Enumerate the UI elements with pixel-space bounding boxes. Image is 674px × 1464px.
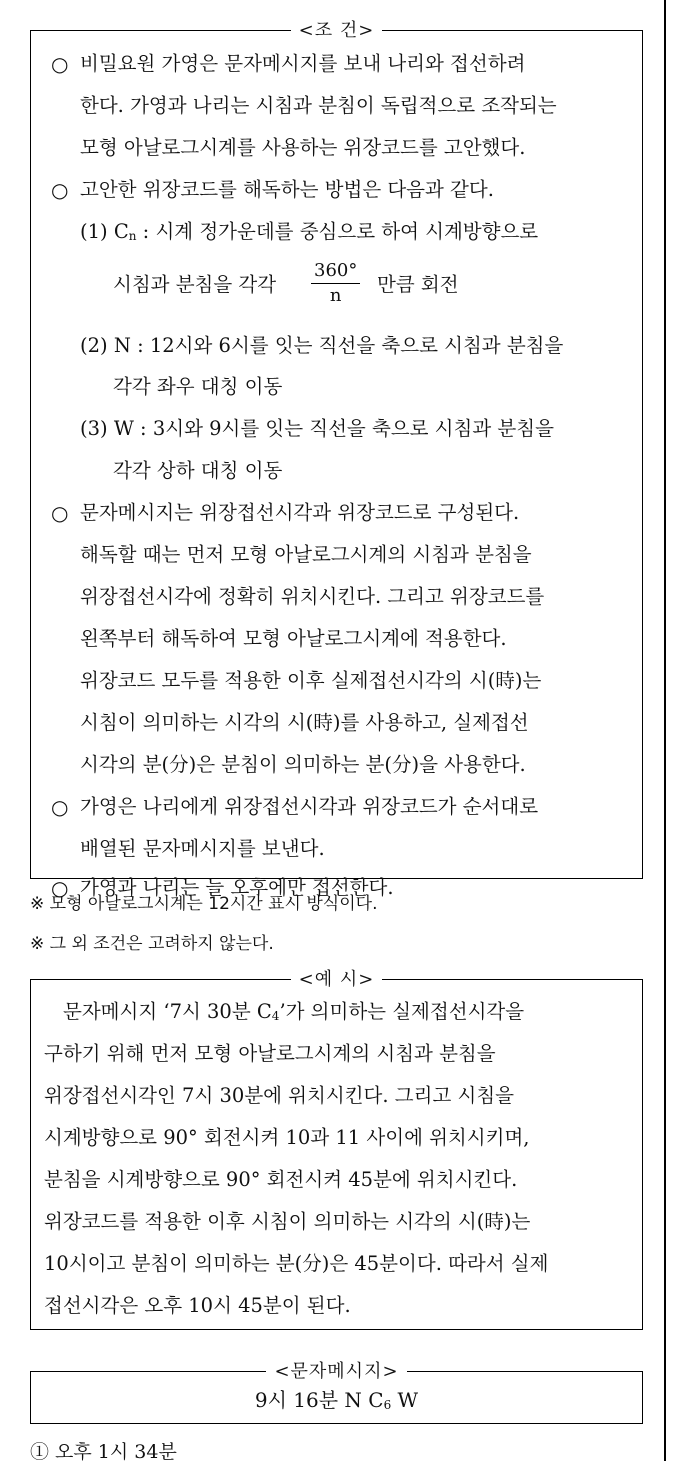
message-title: <문자메시지> <box>266 1360 406 1384</box>
message-box <box>30 1361 643 1424</box>
code-w-line: (3) W : 3시와 9시를 잇는 직선을 축으로 시침과 분침을 <box>80 417 554 440</box>
conditions-box <box>30 20 643 900</box>
code-n-line-2: 각각 좌우 대칭 이동 <box>113 375 283 398</box>
condition-line: 시침이 의미하는 시각의 시(時)를 사용하고, 실제접선 <box>80 711 529 734</box>
fraction-denominator: n <box>329 285 342 307</box>
example-line: 10시이고 분침이 의미하는 분(分)은 45분이다. 따라서 실제 <box>44 1252 549 1275</box>
example-title: <예 시> <box>291 968 383 992</box>
condition-line: 한다. 가영과 나리는 시침과 분침이 독립적으로 조작되는 <box>80 94 557 117</box>
code-cn-line-2: 시침과 분침을 각각 <box>113 273 277 296</box>
code-cn-line: (1) $C_n$ : 시계 정가운데를 중심으로 하여 시계방향으로 <box>80 220 539 243</box>
condition-line: 모형 아날로그시계를 사용하는 위장코드를 고안했다. <box>80 136 526 159</box>
condition-line: 해독할 때는 먼저 모형 아날로그시계의 시침과 분침을 <box>80 543 532 566</box>
example-line: 접선시각은 오후 10시 45분이 된다. <box>44 1294 351 1317</box>
message-content: 9시 16분 N $C_6$ W <box>254 1388 419 1412</box>
conditions-title: <조 건> <box>291 19 383 43</box>
bullet: ○ <box>51 795 69 819</box>
condition-line: 가영은 나리에게 위장접선시각과 위장코드가 순서대로 <box>80 795 539 818</box>
note-line: ※ 모형 아날로그시계는 12시간 표시 방식이다. <box>30 894 378 914</box>
bullet: ○ <box>51 501 69 525</box>
fraction-bar <box>311 283 360 284</box>
code-w-line-2: 각각 상하 대칭 이동 <box>113 459 283 482</box>
condition-line: 위장코드 모두를 적용한 이후 실제접선시각의 시(時)는 <box>80 669 542 692</box>
condition-line: 위장접선시각에 정확히 위치시킨다. 그리고 위장코드를 <box>80 585 545 608</box>
condition-line: 시각의 분(分)은 분침이 의미하는 분(分)을 사용한다. <box>80 753 526 776</box>
condition-line: 가영과 나리는 늘 오후에만 접선한다. <box>80 876 394 899</box>
example-line: 문자메시지 ‘7시 30분 $C_4$’가 의미하는 실제접선시각을 <box>63 1000 525 1023</box>
fraction-360-over-n <box>311 261 360 306</box>
example-box <box>30 969 643 1330</box>
example-line: 분침을 시계방향으로 90° 회전시켜 45분에 위치시킨다. <box>44 1168 518 1191</box>
code-cn-line-3: 만큼 회전 <box>377 273 459 296</box>
answer-option-1[interactable]: ① 오후 1시 34분 <box>30 1441 177 1463</box>
condition-line: 문자메시지는 위장접선시각과 위장코드로 구성된다. <box>80 501 520 524</box>
column-divider <box>664 0 666 1461</box>
fraction-numerator: 360° <box>314 260 358 281</box>
example-line: 시계방향으로 90° 회전시켜 10과 11 사이에 위치시키며, <box>44 1126 530 1149</box>
code-n-line: (2) N : 12시와 6시를 잇는 직선을 축으로 시침과 분침을 <box>80 334 564 357</box>
note-line: ※ 그 외 조건은 고려하지 않는다. <box>30 934 274 954</box>
bullet: ○ <box>51 52 69 76</box>
condition-line: 고안한 위장코드를 해독하는 방법은 다음과 같다. <box>80 178 494 201</box>
condition-line: 왼쪽부터 해독하여 모형 아날로그시계에 적용한다. <box>80 627 507 650</box>
condition-line: 배열된 문자메시지를 보낸다. <box>80 837 325 860</box>
condition-line: 비밀요원 가영은 문자메시지를 보내 나리와 접선하려 <box>80 52 526 75</box>
bullet: ○ <box>51 876 69 900</box>
example-line: 위장접선시각인 7시 30분에 위치시킨다. 그리고 시침을 <box>44 1084 514 1107</box>
bullet: ○ <box>51 178 69 202</box>
example-line: 위장코드를 적용한 이후 시침이 의미하는 시각의 시(時)는 <box>44 1210 531 1233</box>
example-line: 구하기 위해 먼저 모형 아날로그시계의 시침과 분침을 <box>44 1042 496 1065</box>
